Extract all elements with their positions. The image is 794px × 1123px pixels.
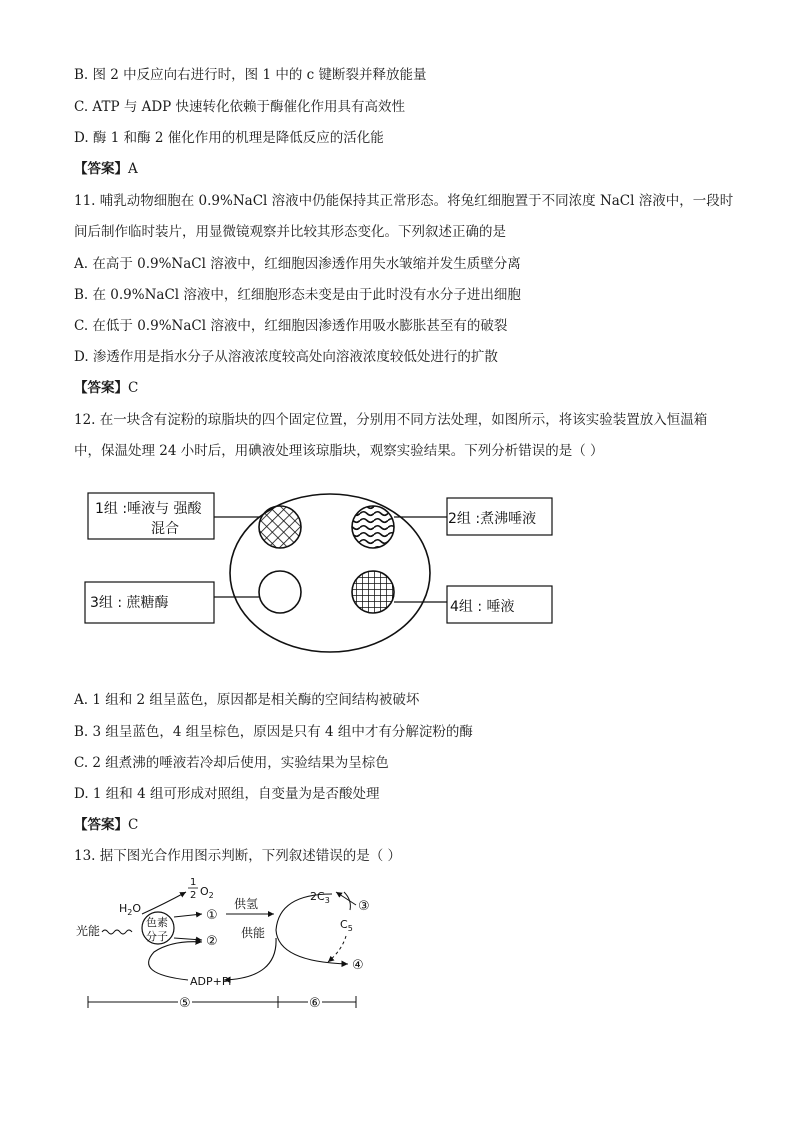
marker-6: ⑥ — [309, 996, 321, 1011]
q11-option-c: C. 在低于 0.9%NaCl 溶液中，红细胞因渗透作用吸水膨胀甚至有的破裂 — [74, 318, 508, 334]
well-group1 — [259, 506, 301, 548]
c3-label: $2C_3$ — [310, 890, 330, 905]
supply-h-label: 供氢 — [234, 897, 259, 911]
q11-stem-line2: 间后制作临时装片，用显微镜观察并比较其形态变化。下列叙述正确的是 — [74, 224, 506, 240]
q12-option-c: C. 2 组煮沸的唾液若冷却后使用，实验结果为呈棕色 — [74, 755, 389, 771]
q12-option-d: D. 1 组和 4 组可形成对照组，自变量为是否酸处理 — [74, 786, 380, 802]
answer-value: C — [128, 380, 139, 396]
group1-label-line2: 混合 — [151, 521, 179, 537]
half-denominator: 2 — [190, 890, 197, 901]
group1-label-line1: 1组 :唾液与 强酸 — [95, 501, 202, 517]
marker-3: ③ — [358, 899, 370, 914]
q12-stem-line1: 12. 在一块含有淀粉的琼脂块的四个固定位置，分别用不同方法处理，如图所示，将该实验装置放入恒温箱 — [74, 412, 708, 428]
group3-label: 3组 : 蔗糖酶 — [90, 595, 169, 611]
q12-option-b: B. 3 组呈蓝色，4 组呈棕色，原因是只有 4 组中才有分解淀粉的酶 — [74, 724, 473, 740]
well-group4 — [352, 571, 394, 613]
o2-label: $O_2$ — [200, 885, 214, 900]
q12-option-a: A. 1 组和 2 组呈蓝色，原因都是相关酶的空间结构被破坏 — [74, 692, 420, 708]
q12-answer — [74, 815, 138, 835]
q12-stem-line2: 中，保温处理 24 小时后，用碘液处理该琼脂块，观察实验结果。下列分析错误的是（ ） — [74, 443, 604, 459]
q10-option-b: B. 图 2 中反应向右进行时，图 1 中的 c 键断裂并释放能量 — [74, 67, 427, 83]
pigment-line1: 色素 — [146, 916, 168, 929]
q10-answer — [74, 159, 138, 179]
c5-label: $C_5$ — [340, 918, 353, 933]
q11-option-b: B. 在 0.9%NaCl 溶液中，红细胞形态未变是由于此时没有水分子进出细胞 — [74, 287, 521, 303]
q11-option-a: A. 在高于 0.9%NaCl 溶液中，红细胞因渗透作用失水皱缩并发生质壁分离 — [74, 256, 521, 272]
marker-1: ① — [206, 908, 218, 923]
pigment-line2: 分子 — [146, 930, 168, 943]
answer-label: 【答案】 — [74, 817, 128, 833]
light-energy-label: 光能 — [76, 924, 101, 938]
answer-value: A — [128, 161, 138, 177]
q10-option-d: D. 酶 1 和酶 2 催化作用的机理是降低反应的活化能 — [74, 130, 384, 146]
group4-label: 4组 : 唾液 — [450, 599, 515, 615]
well-group3 — [259, 571, 301, 613]
marker-5: ⑤ — [179, 996, 191, 1011]
answer-value: C — [128, 817, 139, 833]
q11-stem-line1: 11. 哺乳动物细胞在 0.9%NaCl 溶液中仍能保持其正常形态。将兔红细胞置于不同浓度 NaCl 溶液中，一段时 — [74, 193, 734, 209]
marker-4: ④ — [352, 958, 364, 973]
adp-label: ADP+Pi — [190, 975, 232, 988]
answer-label: 【答案】 — [74, 161, 128, 177]
marker-2: ② — [206, 934, 218, 949]
h2o-label: $H_2O$ — [119, 902, 142, 917]
q11-option-d: D. 渗透作用是指水分子从溶液浓度较高处向溶液浓度较低处进行的扩散 — [74, 349, 498, 365]
q13-stem: 13. 据下图光合作用图示判断，下列叙述错误的是（ ） — [74, 848, 402, 864]
well-group2 — [352, 506, 394, 548]
group2-label: 2组 :煮沸唾液 — [448, 511, 537, 527]
q13-photosynthesis-figure — [74, 870, 374, 1020]
half-numerator: 1 — [190, 877, 197, 888]
agar-block — [230, 494, 430, 652]
q10-option-c: C. ATP 与 ADP 快速转化依赖于酶催化作用具有高效性 — [74, 99, 406, 115]
supply-energy-label: 供能 — [241, 926, 266, 940]
q11-answer — [74, 378, 138, 398]
q12-agar-figure — [80, 475, 560, 655]
answer-label: 【答案】 — [74, 380, 128, 396]
